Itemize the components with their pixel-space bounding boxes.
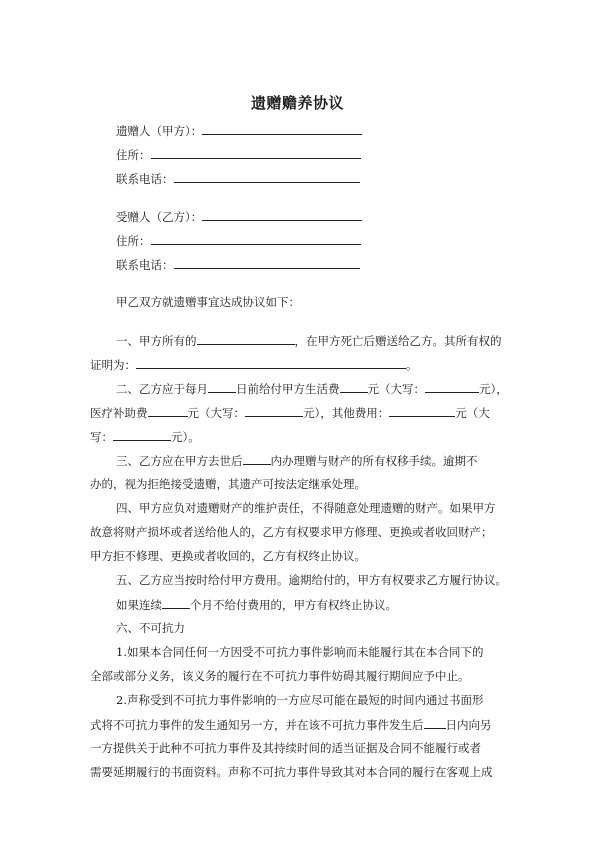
clause2-text-i: 写：: [90, 430, 113, 444]
clause2-text-h: 元（大: [455, 406, 490, 420]
clause1-text-b: ，在甲方死亡后赠送给乙方。其所有权的: [294, 334, 502, 348]
clause2-living-fee-blank[interactable]: [340, 380, 368, 393]
party-a-phone-label: 联系电话：: [116, 172, 174, 186]
clause4-line2: 故意将财产损坏或者送给他人的，乙方有权要求甲方修理、更换或者收回财产；: [90, 525, 493, 539]
clause1-proof-blank[interactable]: [136, 356, 406, 369]
clause6-p2-line2: [90, 716, 505, 733]
intro-line: 甲乙双方就遗赠事宜达成协议如下：: [116, 295, 300, 309]
party-a-phone-blank[interactable]: [174, 170, 360, 183]
clause5-line2: [116, 596, 531, 613]
party-a-phone-field: [116, 170, 360, 187]
clause4-line3: 甲方拒不修理、更换或者收回的，乙方有权终止协议。: [90, 549, 366, 563]
clause2-text-b: 日前给付甲方生活费: [236, 382, 340, 396]
clause5-line1: 五、乙方应当按时给付甲方费用。逾期给付的，甲方有权要求乙方履行协议。: [116, 573, 507, 587]
clause1-line2: [90, 356, 505, 373]
clause3-text-b: 内办理赠与财产的所有权移手续。逾期不: [270, 454, 478, 468]
clause6-heading: 六、不可抗力: [116, 621, 185, 635]
party-b-name-label: 受赠人（乙方）：: [116, 210, 203, 224]
party-a-name-blank[interactable]: [202, 122, 362, 135]
clause2-medical-fee-blank[interactable]: [148, 404, 188, 417]
party-b-address-field: [116, 232, 361, 249]
clause6-p2-line1: 2.声称受到不可抗力事件影响的一方应尽可能在最短的时间内通过书面形: [116, 693, 484, 707]
party-b-name-blank[interactable]: [202, 208, 362, 221]
clause2-text-j: 元）。: [171, 430, 200, 444]
clause2-line2: [90, 404, 505, 421]
clause4-line1: 四、甲方应负对遗赠财产的维护责任，不得随意处理遗赠的财产。如果甲方: [116, 501, 496, 515]
clause5-months-blank[interactable]: [162, 596, 190, 609]
clause2-line1: [116, 380, 531, 397]
clause2-text-e: 医疗补助费: [90, 406, 148, 420]
clause2-text-d: 元），: [479, 382, 508, 396]
clause2-text-c: 元（大写：: [367, 382, 425, 396]
clause5-text-b: 个月不给付费用的，甲方有权终止协议。: [190, 598, 397, 612]
clause6-p1-line2: 全部或部分义务，该义务的履行在不可抗力事件妨碍其履行期间应予中止。: [90, 669, 470, 683]
clause2-text-f: 元（大写：: [187, 406, 245, 420]
clause2-text-g: 元），其他费用：: [303, 406, 390, 420]
clause6-days-blank[interactable]: [424, 716, 446, 729]
clause6-p2-line4: 需要延期履行的书面资料。声称不可抗力事件导致其对本合同的履行在客观上成: [90, 765, 493, 779]
clause2-other-fee-words-blank[interactable]: [113, 428, 171, 441]
clause2-living-fee-words-blank[interactable]: [425, 380, 479, 393]
party-a-name-field: [116, 122, 362, 139]
party-a-name-label: 遗赠人（甲方）：: [116, 124, 203, 138]
clause6-p2-text-a: 式将不可抗力事件的发生通知另一方，并在该不可抗力事件发生后: [90, 718, 424, 732]
clause5-text-a: 如果连续: [116, 598, 162, 612]
clause2-day-blank[interactable]: [208, 380, 236, 393]
clause3-text-a: 三、乙方应在甲方去世后: [116, 454, 243, 468]
clause3-period-blank[interactable]: [243, 452, 271, 465]
party-b-address-blank[interactable]: [151, 232, 361, 245]
clause6-p2-line3: 一方提供关于此种不可抗力事件及其持续时间的适当证据及合同不能履行或者: [90, 741, 481, 755]
clause2-text-a: 二、乙方应于每月: [116, 382, 208, 396]
party-a-address-blank[interactable]: [151, 146, 361, 159]
clause3-line1: [116, 452, 531, 469]
clause1-line1: [116, 332, 531, 349]
party-b-phone-blank[interactable]: [174, 256, 360, 269]
clause1-text-d: 。: [406, 358, 418, 372]
document-title: 遗赠赡养协议: [250, 94, 344, 112]
clause2-other-fee-blank[interactable]: [389, 404, 455, 417]
clause1-text-a: 一、甲方所有的: [116, 334, 197, 348]
party-a-address-field: [116, 146, 361, 163]
clause2-medical-fee-words-blank[interactable]: [245, 404, 303, 417]
clause6-p1-line1: 1.如果本合同任何一方因受不可抗力事件影响而未能履行其在本合同下的: [116, 645, 484, 659]
party-b-name-field: [116, 208, 362, 225]
clause1-property-blank[interactable]: [197, 332, 295, 345]
clause3-line2: 办的，视为拒绝接受遗赠，其遗产可按法定继承处理。: [90, 477, 366, 491]
clause2-line3: [90, 428, 505, 445]
clause6-p2-text-b: 日内向另: [445, 718, 492, 732]
party-a-address-label: 住所：: [116, 148, 151, 162]
party-b-phone-field: [116, 256, 360, 273]
party-b-address-label: 住所：: [116, 234, 151, 248]
clause1-text-c: 证明为：: [90, 358, 136, 372]
party-b-phone-label: 联系电话：: [116, 258, 174, 272]
